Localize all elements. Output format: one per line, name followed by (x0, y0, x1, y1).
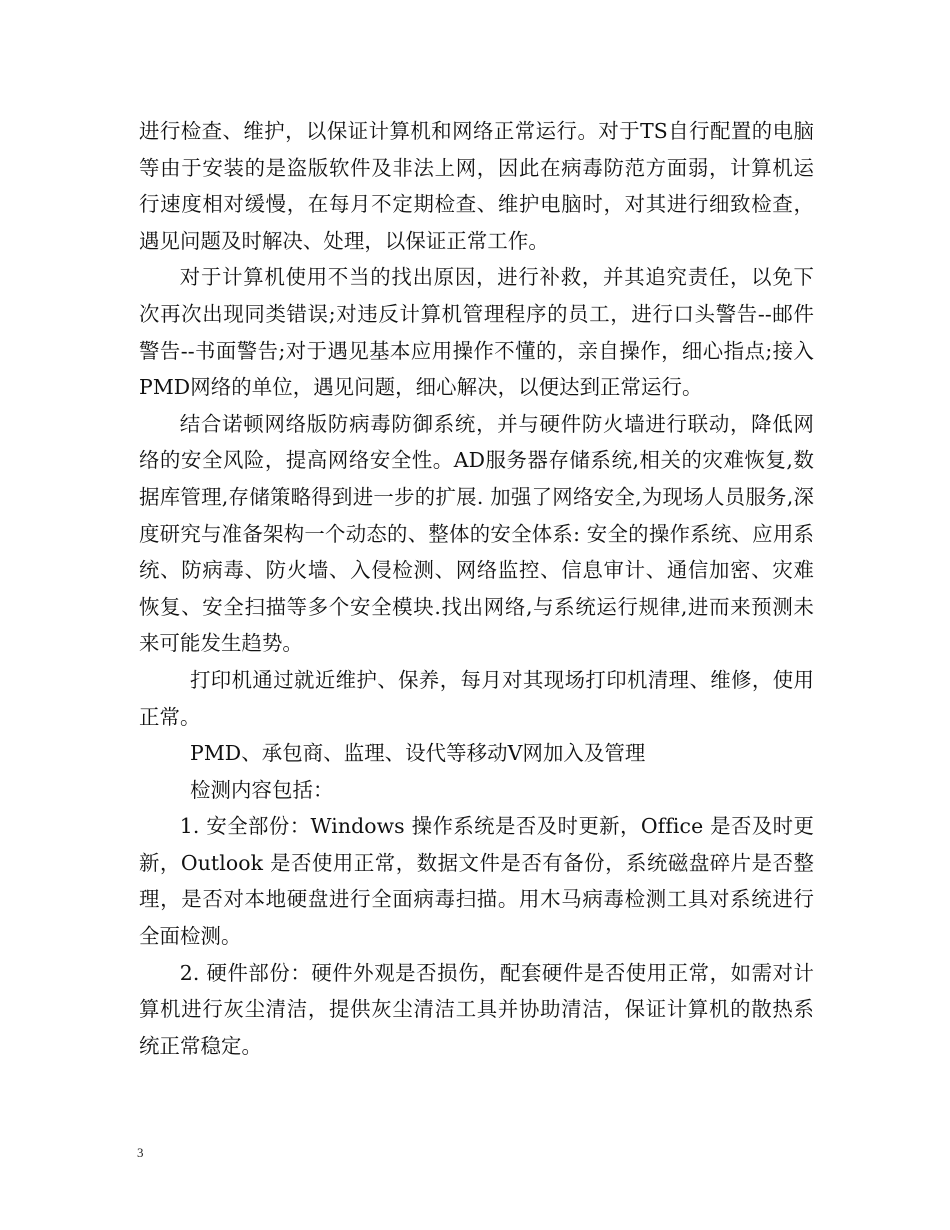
paragraph-misuse-handling: 对于计算机使用不当的找出原因，进行补救，并其追究责任，以免下次再次出现同类错误;对违反计算机管理程序的员工，进行口头警告--邮件警告--书面警告;对于遇见基本应用操作不懂的，亲自操作，细心指点;接入PMD网络的单位，遇见问题，细心解决，以便达到正常运行。 (139, 265, 814, 400)
paragraph-antivirus-security: 结合诺顿网络版防病毒防御系统，并与硬件防火墙进行联动，降低网络的安全风险，提高网络安全性。AD服务器存储系统,相关的灾难恢复,数据库管理,存储策略得到进一步的扩展. 加强了网络安全,为现场人员服务,深度研究与准备架构一个动态的、整体的安全体系: 安全的操作系统、应用系统、防病毒、防火墙、入侵检测、网络监控、信息审计、通信加密、灾难恢复、安全扫描等多个安全模块.找出网络,与系统运行规律,进而来预测未来可能发生趋势。 (139, 411, 814, 656)
paragraph-inspection-heading: 检测内容包括： (190, 777, 334, 802)
document-body (139, 113, 814, 1064)
page-number: 3 (137, 1145, 144, 1160)
paragraph-maintenance-check: 进行检查、维护，以保证计算机和网络正常运行。对于TS自行配置的电脑等由于安装的是盗版软件及非法上网，因此在病毒防范方面弱，计算机运行速度相对缓慢，在每月不定期检查、维护电脑时，对其进行细致检查，遇见问题及时解决、处理，以保证正常工作。 (139, 119, 814, 253)
paragraph-vnet-management: PMD、承包商、监理、设代等移动V网加入及管理 (190, 741, 646, 766)
paragraph-printer-maintenance: 打印机通过就近维护、保养，每月对其现场打印机清理、维修，使用正常。 (139, 667, 814, 729)
paragraph-hardware-section: 2. 硬件部份：硬件外观是否损伤，配套硬件是否使用正常，如需对计算机进行灰尘清洁，提供灰尘清洁工具并协助清洁，保证计算机的散热系统正常稳定。 (139, 960, 814, 1058)
paragraph-security-section: 1. 安全部份：Windows 操作系统是否及时更新，Office 是否及时更新，Outlook 是否使用正常，数据文件是否有备份，系统磁盘碎片是否整理，是否对本地硬盘进行全面病毒扫描。用木马病毒检测工具对系统进行全面检测。 (139, 814, 814, 949)
